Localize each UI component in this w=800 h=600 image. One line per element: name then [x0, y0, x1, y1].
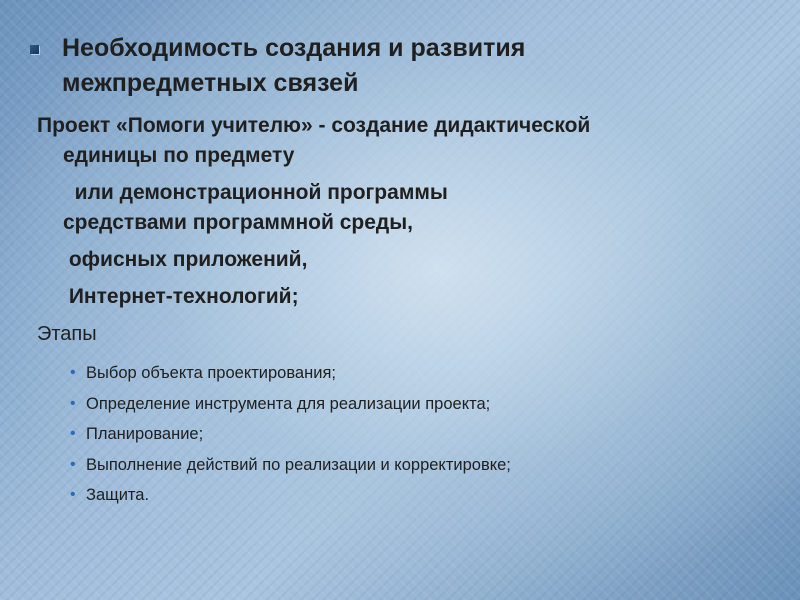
project-description: [37, 111, 777, 312]
project-line-6: Интернет-технологий;: [63, 285, 299, 308]
stages-title: Этапы: [37, 323, 97, 345]
heading-block: [30, 31, 770, 101]
list-item: [68, 419, 511, 450]
project-line-1: Проект «Помоги учителю» - создание дидактической: [37, 114, 591, 137]
square-bullet-icon: [30, 45, 39, 54]
project-line-4: средствами программной среды,: [63, 211, 413, 234]
stage-text: Выбор объекта проектирования;: [86, 364, 336, 382]
list-item: [68, 358, 511, 389]
heading-line-1: Необходимость создания и развития: [62, 34, 526, 62]
project-line-5: офисных приложений,: [63, 248, 308, 271]
stage-text: Защита.: [86, 486, 150, 504]
list-item: [68, 450, 511, 481]
stage-text: Выполнение действий по реализации и корректировке;: [86, 455, 511, 474]
stage-text: Планирование;: [86, 425, 204, 443]
project-line-2: единицы по предмету: [63, 144, 295, 167]
bullet-dot-icon: •: [70, 486, 76, 503]
heading-line-2: межпредметных связей: [62, 69, 359, 97]
bullet-dot-icon: •: [70, 455, 76, 473]
project-line-3: или демонстрационной программы: [63, 181, 448, 204]
slide-heading: [62, 31, 770, 101]
bullet-dot-icon: •: [70, 364, 76, 381]
list-item: [68, 389, 511, 420]
stage-text: Определение инструмента для реализации проекта;: [86, 394, 491, 413]
bullet-dot-icon: •: [70, 394, 76, 412]
bullet-dot-icon: •: [70, 425, 76, 442]
list-item: [68, 480, 511, 511]
stages-list: [68, 358, 511, 511]
